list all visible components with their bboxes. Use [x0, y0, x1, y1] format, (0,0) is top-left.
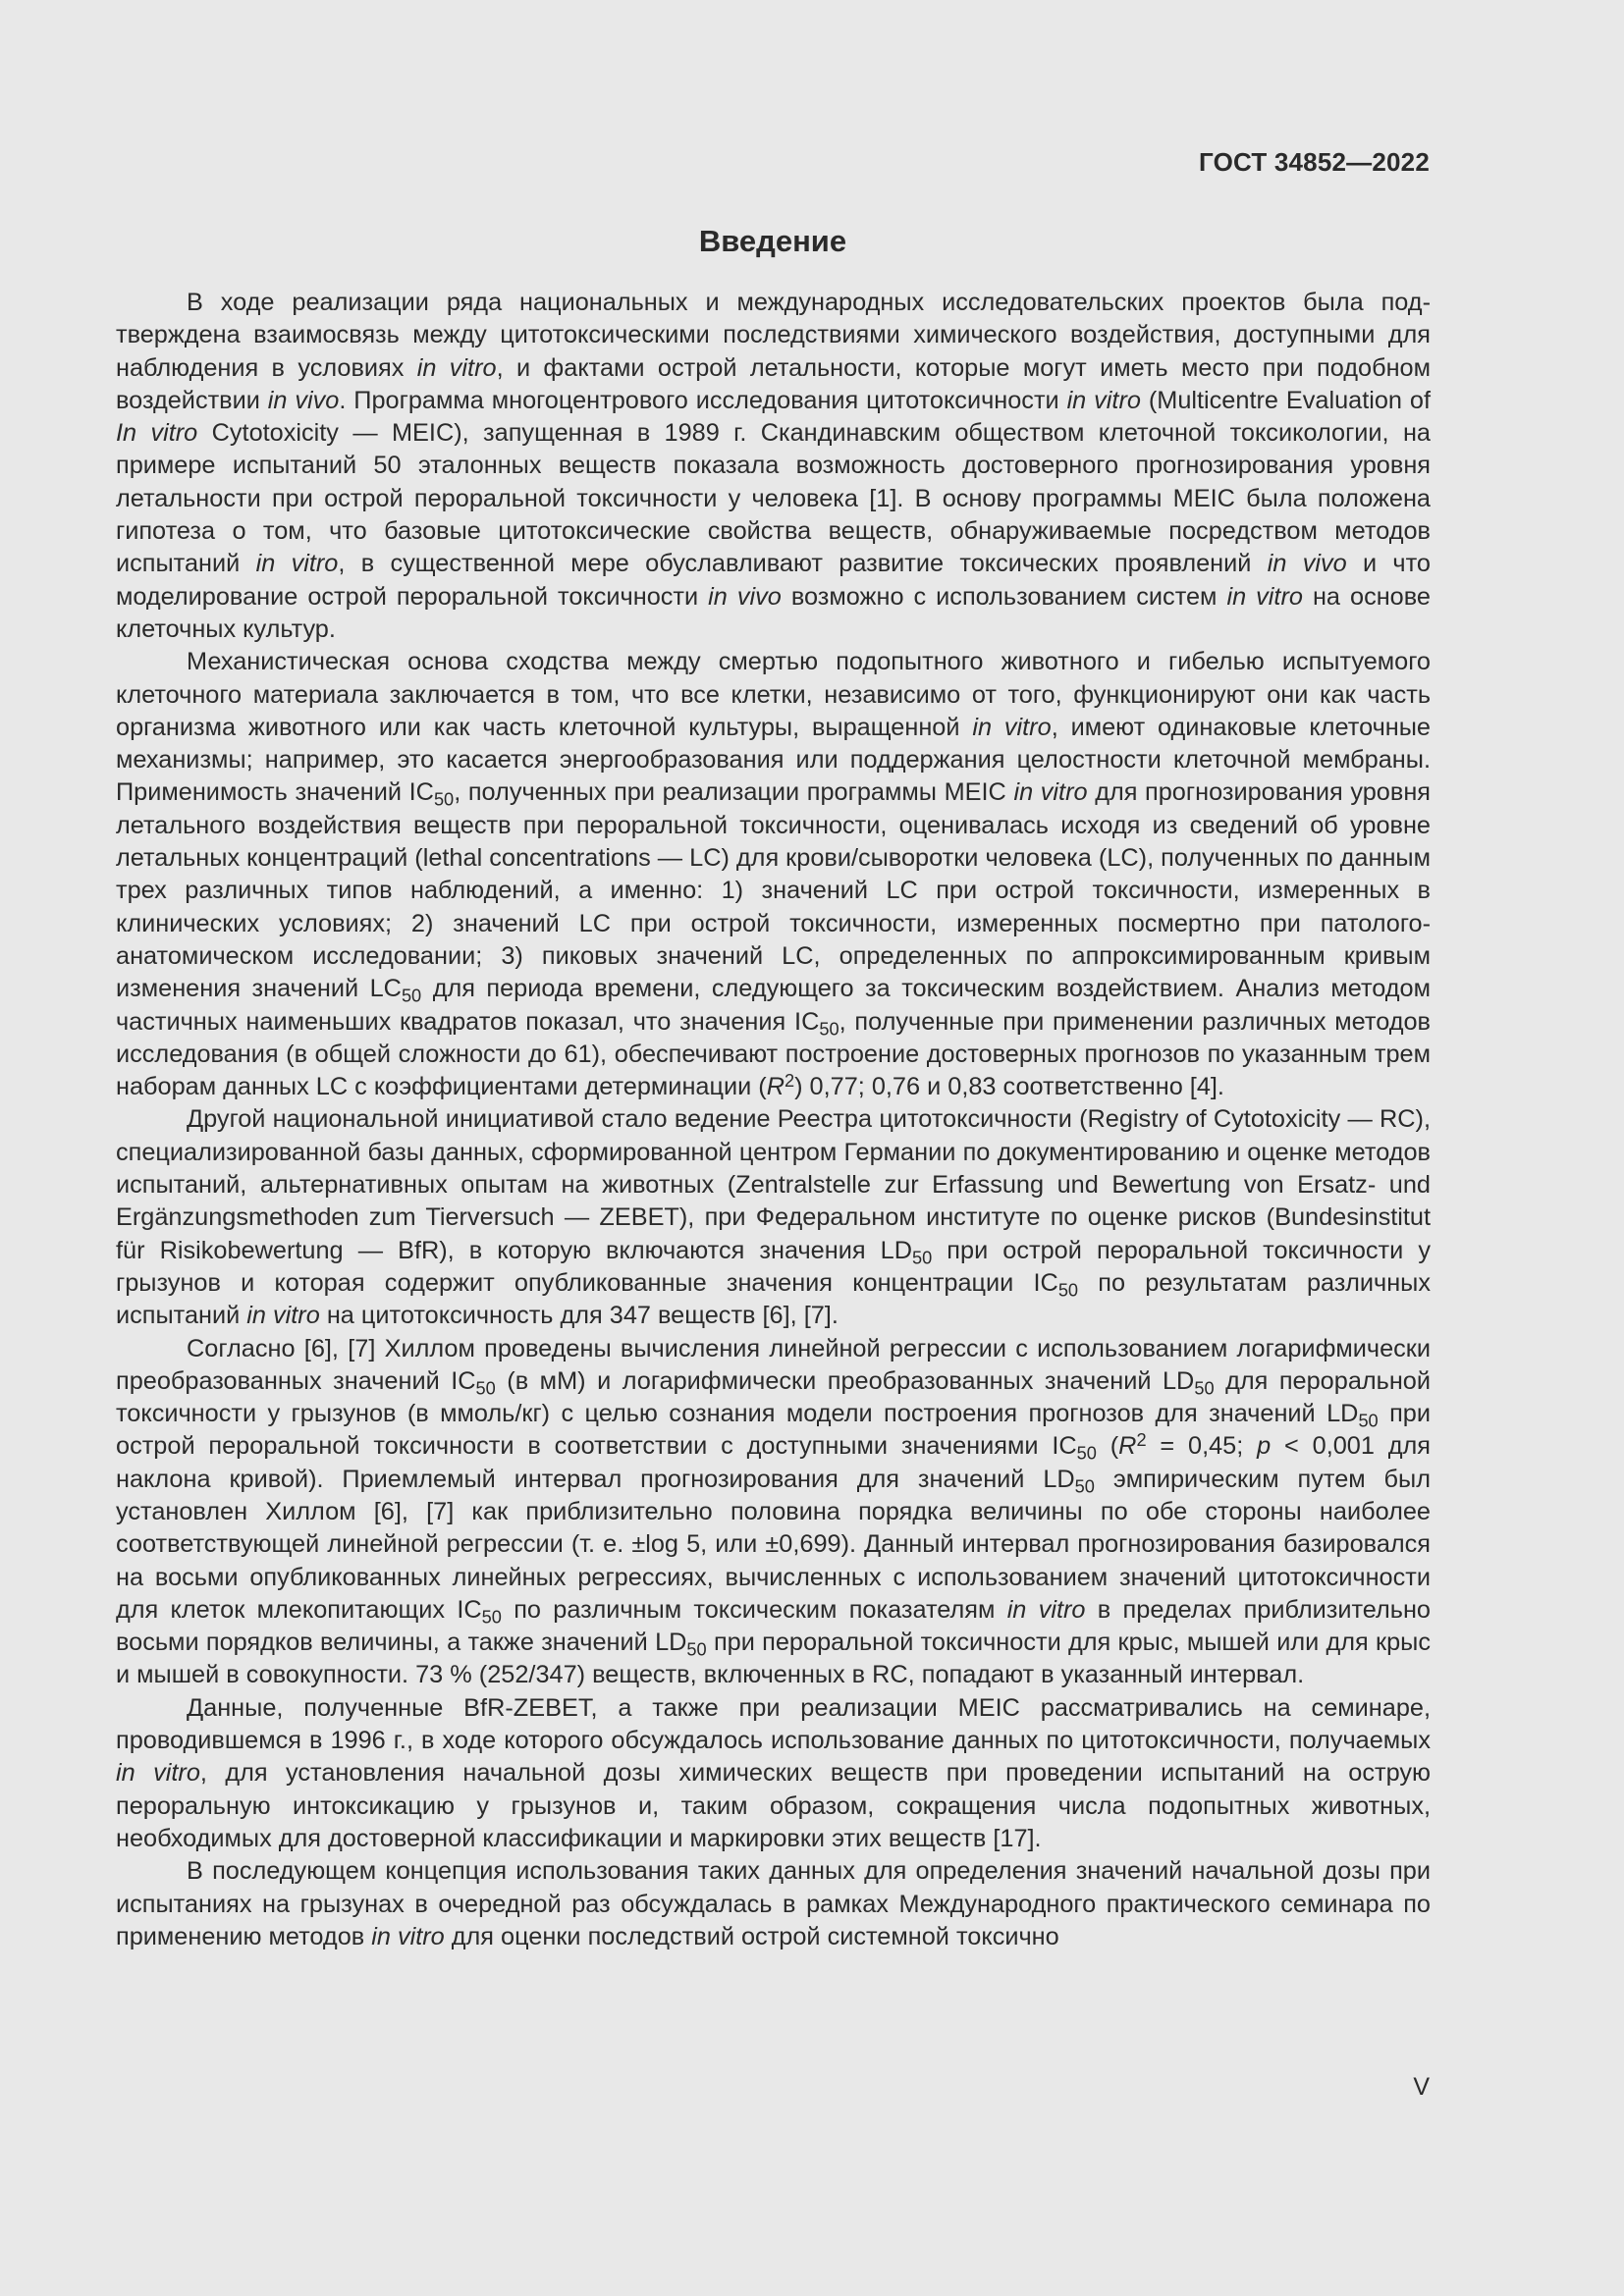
text-run: и что моделирование острой пероральной токсичности [116, 550, 1431, 611]
text-run: при пероральной токсичности для крыс, мышей или для крыс и мышей в совокупности. 73 % (252/347) веществ, включенных в RC, попадают в указанный интервал. [116, 1629, 1432, 1689]
subscript-run: 50 [1076, 1443, 1097, 1464]
text-run: для пероральной токсичности у грызунов (в ммоль/кг) с целью сознания модели построения прогнозов для значений LD [116, 1366, 1431, 1428]
text-run: при острой пероральной токсичности в соответствии с доступными значениями IC [116, 1400, 1431, 1461]
text-run: по различным токсическим показателям [501, 1595, 1007, 1624]
text-run: , имеют одинаковые клеточные механизмы; например, это касается энергообразования или поддержания целостности клеточной мембраны. Применимость значений IC [116, 713, 1431, 807]
italic-run: in vitro [1013, 778, 1088, 807]
text-run: в пределах приблизительно восьми порядков величины, а также значений LD [116, 1595, 1431, 1657]
subscript-run: 50 [1074, 1476, 1095, 1497]
text-run: Механистическая основа сходства между смертью подопытного животного и гибелью испытуемого клеточного материала заключается в том, что все клетки, независимо от того, функционируют они как часть организма животного или как часть клеточной культуры, выращенной [116, 648, 1431, 741]
text-run: по результатам различных испытаний [116, 1268, 1431, 1330]
italic-run: in vitro [1066, 386, 1141, 414]
paragraph [116, 1333, 1431, 1692]
text-run: (в мМ) и логарифмически преобразованных значений LD [495, 1366, 1195, 1395]
page-number: V [1413, 2073, 1430, 2101]
subscript-run: 50 [1194, 1378, 1215, 1399]
text-run: эмпирическим путем был установлен Хиллом [6], [7] как приблизительно половина порядка величины по обе стороны наиболее соответствующей линейной регрессии (т. е. ±log 5, или ±0,699). Данный интервал прогнозирования базировался на восьми опубликованных линейных регрессиях, вычисленных с использованием значений цитотоксичности для клеток млекопитающих IC [116, 1465, 1431, 1624]
paragraph [116, 287, 1431, 646]
text-run: возможно с использованием систем [781, 582, 1227, 611]
italic-run: In vitro [116, 419, 198, 448]
text-run: Cytotoxicity — MEIC), запущенная в 1989 г. Скандинавским обществом клеточной токсикологии, на примере испытаний 50 эталонных веществ показала возможность достоверного прогнозирования уровня летальности при острой пероральной токсичности у человека [1]. В основу программы MEIC была положена гипотеза о том, что базовые цитотоксические свойства веществ, обнаруживаемые посредством методов испытаний [116, 419, 1431, 578]
subscript-run: 50 [481, 1607, 502, 1628]
body-text [116, 287, 1431, 1953]
subscript-run: 50 [911, 1248, 933, 1268]
text-run: В ходе реализации ряда национальных и международных исследовательских проектов была подтверждена взаимосвязь между цитотоксическими последствиями химического воздействия, доступными для наблюдения в условиях [116, 289, 1431, 382]
italic-run: in vitro [972, 713, 1052, 741]
paragraph [116, 1692, 1431, 1855]
italic-run: in vitro [255, 550, 339, 578]
text-run: (Multicentre Evaluation of [1140, 386, 1431, 414]
italic-run: in vitro [416, 353, 497, 382]
italic-run: in vitro [116, 1759, 200, 1788]
section-title: Введение [698, 224, 847, 258]
superscript-run: 2 [1136, 1430, 1147, 1451]
text-run: , и фактами острой летальности, которые могут иметь место при подобном воздействии [116, 353, 1431, 414]
text-run: , полученных при реализации программы MEIC [454, 778, 1014, 807]
italic-run: in vivo [1267, 550, 1347, 578]
subscript-run: 50 [475, 1378, 496, 1399]
italic-run: in vivo [708, 582, 782, 611]
text-run: на цитотоксичность для 347 веществ [6], [7]. [319, 1302, 839, 1330]
text-run: , в существенной мере обуславливают развитие токсических проявлений [338, 550, 1268, 578]
document-code: ГОСТ 34852—2022 [1199, 147, 1430, 177]
text-run: для периода времени, следующего за токсическим воздействием. Анализ методом частичных наименьших квадратов показал, что значения IC [116, 975, 1431, 1036]
text-run: при острой пероральной токсичности у грызунов и которая содержит опубликованные значения концентрации IC [116, 1236, 1431, 1297]
text-run: Согласно [6], [7] Хиллом проведены вычисления линейной регрессии с использованием логарифмически преобразованных значений IC [116, 1334, 1431, 1395]
text-run: . Программа многоцентрового исследования цитотоксичности [339, 386, 1067, 414]
text-run: Данные, полученные BfR-ZEBET, а также при реализации MEIC рассматривались на семинаре, проводившемся в 1996 г., в ходе которого обсуждалось использование данных по цитотоксичности, получаемых [116, 1693, 1431, 1755]
text-run: , для установления начальной дозы химических веществ при проведении испытаний на острую пероральную интоксикацию у грызунов и, таким образом, сокращения числа подопытных животных, необходимых для достоверной классификации и маркировки этих веществ [17]. [116, 1759, 1431, 1852]
subscript-run: 50 [433, 789, 455, 810]
italic-run: in vitro [246, 1302, 320, 1330]
text-run: ( [1096, 1432, 1119, 1461]
text-run: Другой национальной инициативой стало ведение Реестра цитотоксичности (Registry of Cytotoxicity — RC), специализированной базы данных, сформированной центром Германии по документированию и оценке методов испытаний, альтернативных опытам на животных (Zentralstelle zur Erfassung und Bewertung von Ersatz- und Ergänzungsmethoden zum Tierversuch — ZEBET), при Федеральном институте по оценке рисков (Bundesinstitut für Risikobewertung — BfR), в которую включаются значения LD [116, 1105, 1431, 1264]
italic-run: R [766, 1073, 785, 1101]
text-run: , полученные при применении различных методов исследования (в общей сложности до 61), обеспечивают построение достоверных прогнозов по указанным трем наборам данных LC с коэффициентами детерминации ( [116, 1007, 1431, 1101]
text-run: = 0,45; [1146, 1432, 1258, 1461]
text-run: ) 0,77; 0,76 и 0,83 соответственно [4]. [794, 1073, 1224, 1101]
text-run: В последующем концепция использования таких данных для определения значений начальной дозы при испытаниях на грызунах в очередной раз обсуждалась в рамках Международного практического семинара по применению методов [116, 1857, 1431, 1950]
subscript-run: 50 [1057, 1280, 1079, 1301]
italic-run: in vivo [267, 386, 340, 414]
italic-run: in vitro [1226, 582, 1303, 611]
subscript-run: 50 [1358, 1411, 1379, 1431]
superscript-run: 2 [784, 1070, 795, 1091]
italic-run: in vitro [371, 1922, 445, 1950]
text-run: < 0,001 для наклона кривой). Приемлемый интервал прогнозирования для значений LD [116, 1432, 1431, 1493]
paragraph [116, 1855, 1431, 1953]
subscript-run: 50 [401, 986, 422, 1006]
subscript-run: 50 [819, 1018, 839, 1039]
text-run: для оценки последствий острой системной токсично [444, 1922, 1059, 1950]
paragraph [116, 1103, 1431, 1332]
text-run: на основе клеточных культур. [116, 582, 1431, 643]
italic-run: p [1257, 1432, 1272, 1461]
subscript-run: 50 [686, 1639, 707, 1660]
italic-run: in vitro [1006, 1595, 1086, 1624]
text-run: для прогнозирования уровня летального воздействия веществ при пероральной токсичности, оценивалась исходя из сведений об уровне летальных концентраций (lethal concentrations — LC) для крови/​сыворотки человека (LC), полученных по данным трех различных типов наблюдений, а именно: 1) значений LC при острой токсичности, измеренных в клинических условиях; 2) значений LC при острой токсичности, измеренных посмертно при патолого-анатомическом исследовании; 3) пиковых значений LC, определенных по аппроксимированным кривым изменения значений LC [116, 778, 1431, 1003]
italic-run: R [1118, 1432, 1137, 1461]
paragraph [116, 646, 1431, 1103]
